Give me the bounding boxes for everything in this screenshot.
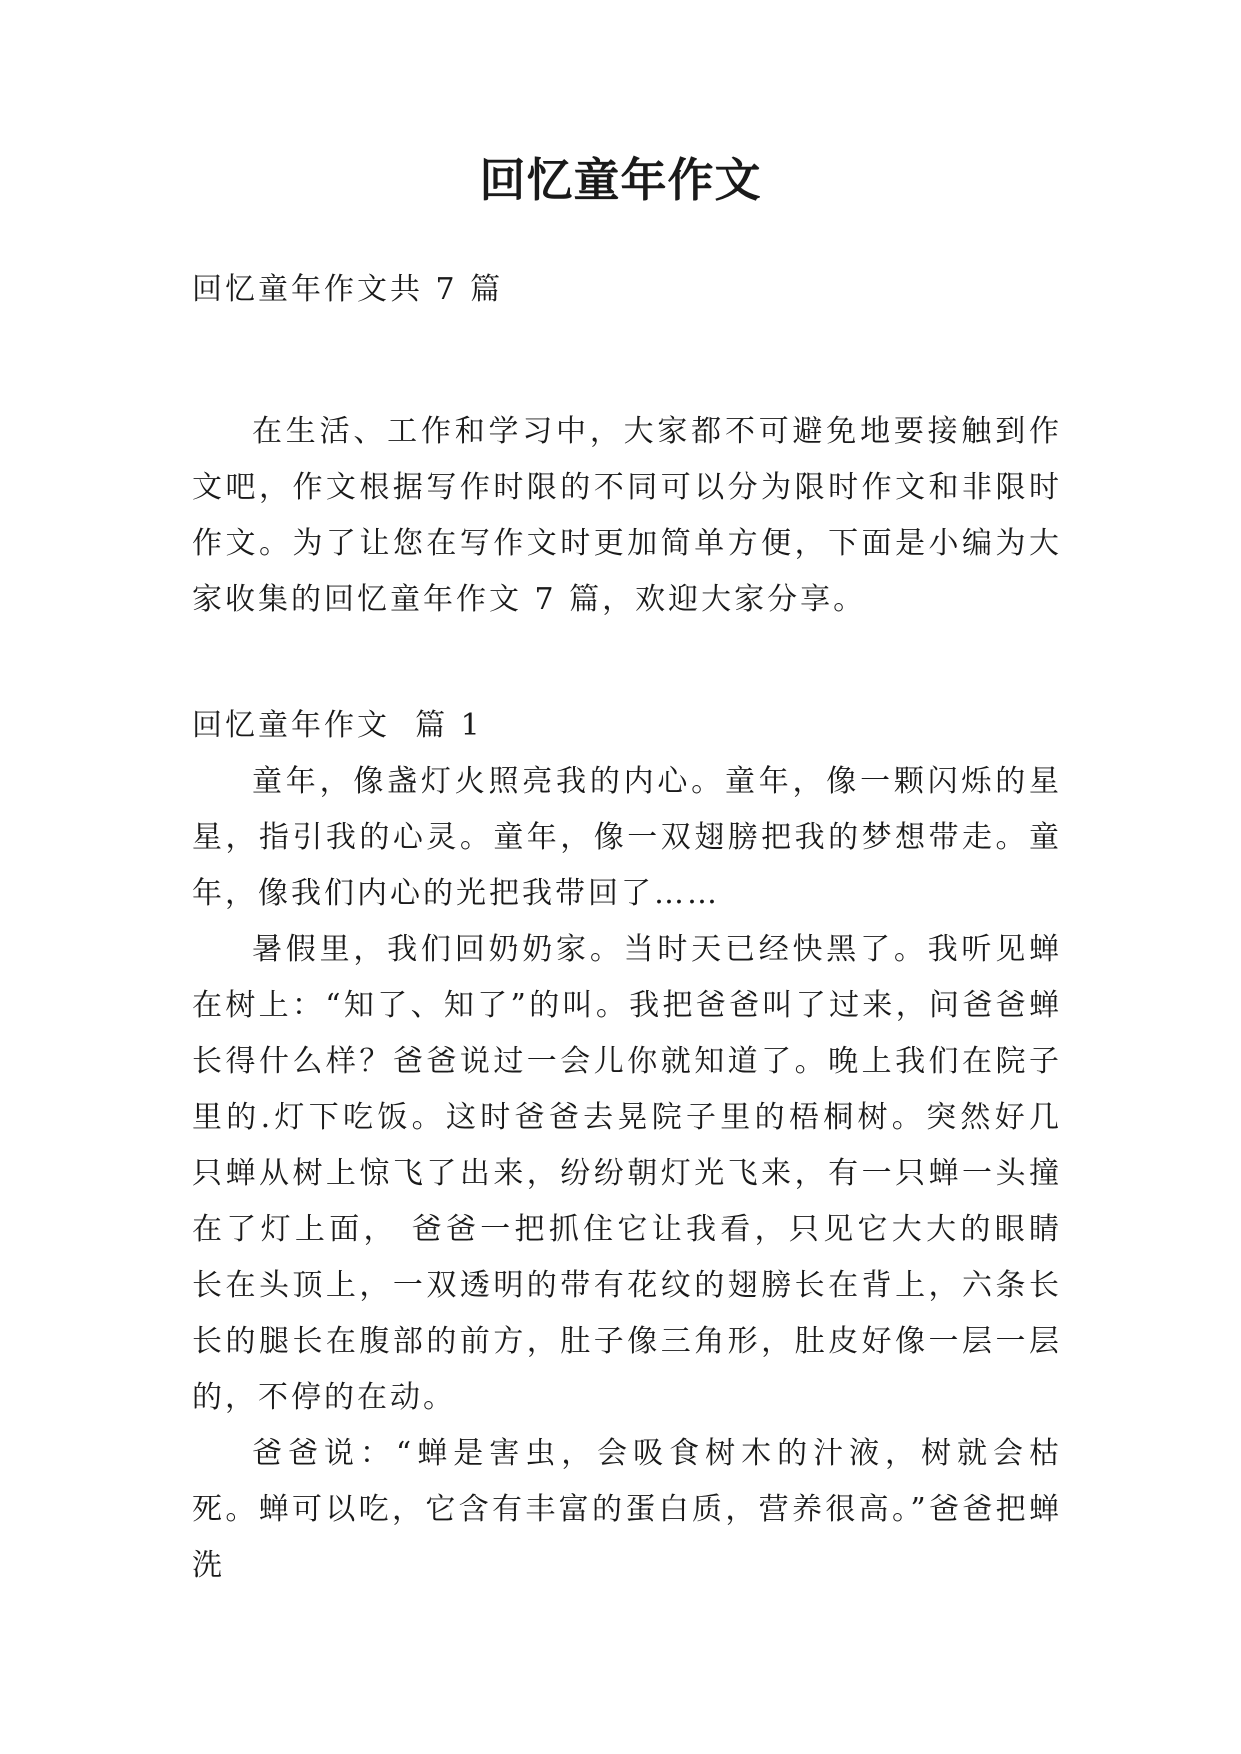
document-title: 回忆童年作文	[479, 153, 762, 207]
intro-paragraph-block	[192, 404, 1062, 628]
intro-paragraph: 在生活、工作和学习中，大家都不可避免地要接触到作文吧，作文根据写作时限的不同可以分为限时作文和非限时作文。为了让您在写作文时更加简单方便，下面是小编为大家收集的回忆童年作文 7 篇，欢迎大家分享。	[192, 414, 1062, 617]
section-1-body	[192, 754, 1062, 1594]
section-1-paragraph-2: 暑假里，我们回奶奶家。当时天已经快黑了。我听见蝉在树上：“知了、知了”的叫。我把爸爸叫了过来，问爸爸蝉长得什么样？爸爸说过一会儿你就知道了。晚上我们在院子里的.灯下吃饭。这时爸爸去晃院子里的梧桐树。突然好几只蝉从树上惊飞了出来，纷纷朝灯光飞来，有一只蝉一头撞在了灯上面， 爸爸一把抓住它让我看，只见它大大的眼睛长在头顶上，一双透明的带有花纹的翅膀长在背上，六条长长的腿长在腹部的前方，肚子像三角形，肚皮好像一层一层的，不停的在动。	[192, 932, 1062, 1415]
section-1-paragraph-1: 童年，像盏灯火照亮我的内心。童年，像一颗闪烁的星星，指引我的心灵。童年，像一双翅膀把我的梦想带走。童年，像我们内心的光把我带回了……	[192, 764, 1062, 911]
section-1-heading: 回忆童年作文 篇 1	[192, 708, 483, 743]
document-subtitle	[192, 262, 1062, 318]
section-1-paragraph-3: 爸爸说：“蝉是害虫，会吸食树木的汁液，树就会枯死。蝉可以吃，它含有丰富的蛋白质，营养很高。”爸爸把蝉洗	[192, 1436, 1062, 1583]
subtitle-text: 回忆童年作文共 7 篇	[192, 272, 504, 307]
section-1-heading-block	[192, 698, 1062, 754]
